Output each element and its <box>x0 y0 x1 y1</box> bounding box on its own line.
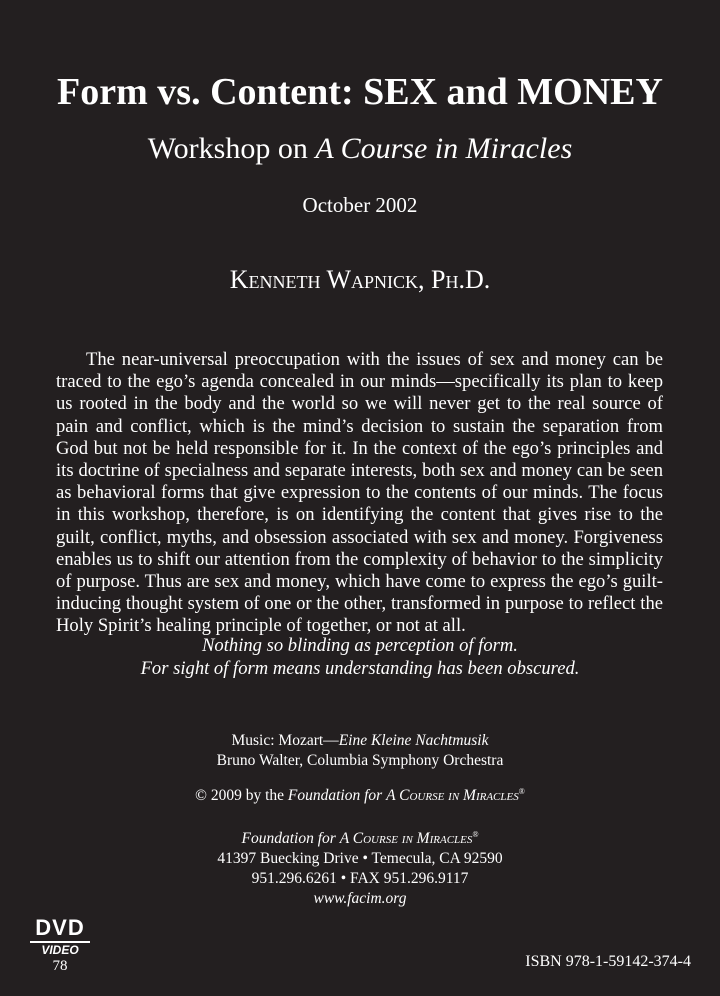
quote-line-2: For sight of form means understanding has been obscured. <box>140 658 580 679</box>
video-label: VIDEO <box>41 943 79 957</box>
music-prefix: Music: Mozart— <box>231 732 339 749</box>
publisher-foundation: Foundation for <box>241 830 340 848</box>
copyright <box>0 787 720 805</box>
dvd-video-logo <box>28 916 92 975</box>
music-title: Eine Kleine Nachtmusik <box>338 732 489 749</box>
publisher-course: A Course in Miracles <box>339 830 473 848</box>
subtitle-course: A Course in Miracles <box>315 132 573 165</box>
subtitle <box>0 132 720 166</box>
date: October 2002 <box>302 193 418 217</box>
copyright-prefix: © 2009 by the <box>195 787 288 805</box>
description: The near-universal preoccupation with the issues of sex and money can be traced to the ego’s agenda concealed in our minds—specifically its plan to keep us rooted in the body and the world so we will never get to the real source of pain and conflict, which is the mind’s decision to sustain the separation from God but not be held responsible for it. In the context of the ego’s principles and its doctrine of specialness and separate interests, both sex and money can be seen as behavioral forms that give expression to the contents of our minds. The focus in this workshop, therefore, is on identifying the content that gives rise to the guilt, conflict, myths, and obsession associated with sex and money. Forgiveness enables us to shift our attention from the complexity of behavior to the simplicity of purpose. Thus are sex and money, which have come to express the ego’s guilt-inducing thought system of one or the other, transformed in purpose to reflect the Holy Spirit’s healing principle of together, or not at all. <box>56 349 663 637</box>
copyright-course: A Course in Miracles <box>386 787 519 805</box>
copyright-foundation <box>288 787 519 804</box>
publisher-address <box>0 825 720 909</box>
copyright-foundation-label: Foundation for <box>287 787 387 805</box>
subtitle-prefix: Workshop on <box>147 132 316 165</box>
street-address: 41397 Buecking Drive • Temecula, CA 92590 <box>217 850 503 868</box>
music-line <box>0 731 720 751</box>
dvd-label: DVD <box>35 915 85 940</box>
quote-line-1: Nothing so blinding as perception of form. <box>202 635 518 656</box>
publisher-name <box>0 825 720 849</box>
website: www.facim.org <box>313 890 407 908</box>
quote <box>0 634 720 680</box>
dvd-number: 78 <box>52 958 68 974</box>
music-credits <box>0 731 720 771</box>
isbn: ISBN 978-1-59142-374-4 <box>525 953 691 970</box>
title: Form vs. Content: SEX and MONEY <box>57 71 663 113</box>
author: Kenneth Wapnick, Ph.D. <box>229 265 491 294</box>
performers: Bruno Walter, Columbia Symphony Orchestra <box>216 752 504 769</box>
phone-fax: 951.296.6261 • FAX 951.296.9117 <box>251 870 469 888</box>
registered-mark: ® <box>518 787 525 796</box>
publisher-registered-mark: ® <box>472 830 479 839</box>
